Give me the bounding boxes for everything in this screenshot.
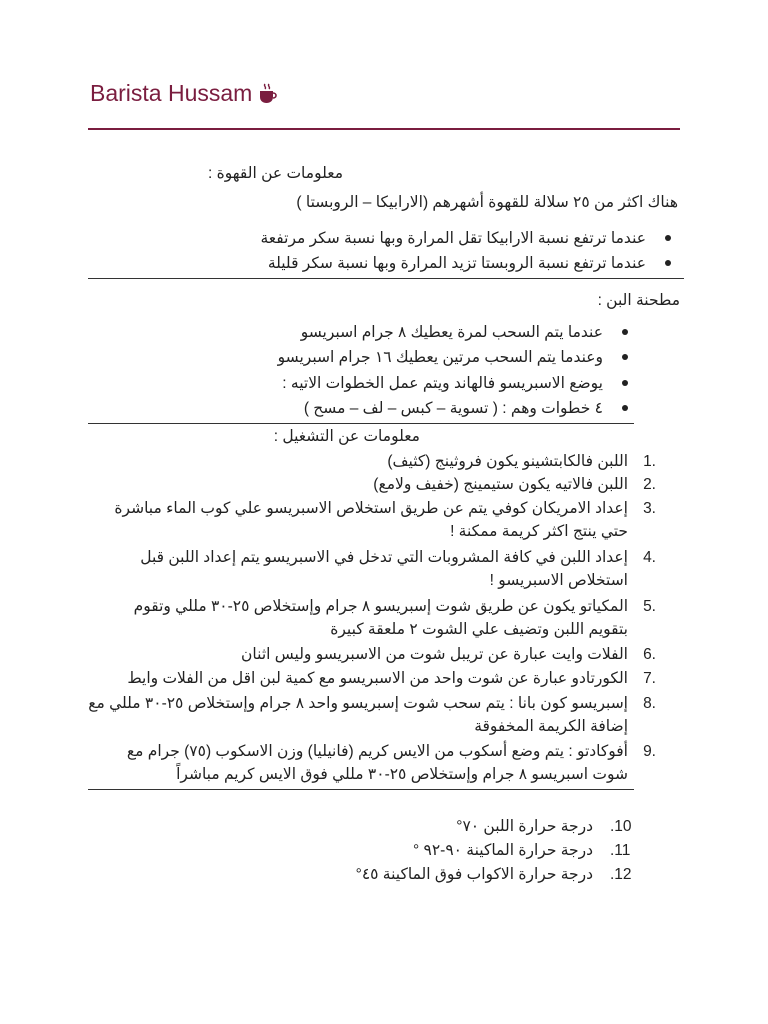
item-number: 2.	[643, 476, 656, 493]
item-text: اللبن فالكابتشينو يكون فروثينج (كثيف)	[387, 453, 628, 470]
list-item	[456, 816, 593, 838]
bullet-icon	[622, 380, 628, 386]
item-number: 3.	[643, 500, 656, 517]
list-item	[127, 668, 656, 690]
bullet-text: عندما ترتفع نسبة الروبستا تزيد المرارة وبها نسبة سكر قليلة	[267, 255, 646, 272]
list-item	[278, 347, 603, 369]
bullet-text: يوضع الاسبريسو فالهاند ويتم عمل الخطوات الاتيه :	[282, 375, 603, 392]
item-text: الفلات وايت عبارة عن تريبل شوت من الاسبريسو وليس اثنان	[241, 646, 628, 663]
list-item	[88, 692, 656, 738]
item-number: .10	[610, 818, 632, 835]
coffee-cup-icon	[258, 83, 278, 105]
item-text: درجة حرارة الماكينة ٩٠-٩٢ °	[412, 842, 593, 859]
section3-heading: معلومات عن التشغيل :	[273, 428, 420, 445]
section-divider	[88, 789, 634, 790]
list-item	[106, 595, 656, 641]
section2-heading: مطحنة البن :	[597, 292, 680, 309]
list-item	[88, 546, 656, 592]
item-number: 1.	[643, 453, 656, 470]
bullet-icon	[622, 329, 628, 335]
list-item	[413, 840, 593, 862]
item-text: إسبريسو كون بانا : يتم سحب شوت إسبريسو واحد ٨ جرام وإستخلاص ٢٥-٣٠ مللي مع إضافة الكريمة المخفوقة	[88, 695, 628, 735]
section1-heading: معلومات عن القهوة :	[208, 165, 343, 182]
list-item	[268, 253, 646, 275]
list-item	[356, 864, 593, 886]
bullet-text: ٤ خطوات وهم : ( تسوية – كبس – لف – مسح )	[303, 400, 603, 417]
list-item	[373, 474, 656, 496]
item-number: 5.	[643, 598, 656, 615]
list-item	[261, 228, 647, 250]
item-text: الكورتادو عبارة عن شوت واحد من الاسبريسو مع كمية لبن اقل من الفلات وايط	[127, 670, 628, 687]
bullet-text: عندما يتم السحب لمرة يعطيك ٨ جرام اسبريسو	[300, 324, 603, 341]
bullet-icon	[622, 405, 628, 411]
item-text: درجة حرارة اللبن ٧٠°	[456, 818, 593, 835]
section1-intro: هناك اكثر من ٢٥ سلالة للقهوة أشهرهم (الارابيكا – الروبستا )	[296, 194, 678, 211]
section-divider	[88, 423, 634, 424]
list-item	[387, 451, 656, 473]
item-number: 6.	[643, 646, 656, 663]
bullet-icon	[622, 354, 628, 360]
bullet-icon	[665, 260, 671, 266]
item-number: 9.	[643, 743, 656, 760]
section-divider	[88, 278, 684, 279]
brand-header	[90, 80, 278, 107]
item-number: .12	[610, 866, 632, 883]
header-divider	[88, 128, 680, 130]
item-number: 4.	[643, 549, 656, 566]
item-number: 8.	[643, 695, 656, 712]
list-item	[301, 322, 603, 344]
item-text: المكياتو يكون عن طريق شوت إسبريسو ٨ جرام وإستخلاص ٢٥-٣٠ مللي وتقوم بتقويم اللبن وتضيف علي الشوت ٢ ملعقة كبيرة	[133, 598, 628, 638]
list-item	[304, 398, 603, 420]
bullet-text: عندما ترتفع نسبة الارابيكا تقل المرارة وبها نسبة سكر مرتفعة	[260, 230, 646, 247]
item-text: أفوكادتو : يتم وضع أسكوب من الايس كريم (فانيليا) وزن الاسكوب (٧٥) جرام مع شوت اسبريسو ٨ جرام وإستخلاص ٢٥-٣٠ مللي فوق الايس كريم مباشراً	[126, 743, 628, 783]
item-number: .11	[610, 842, 631, 859]
bullet-text: وعندما يتم السحب مرتين يعطيك ١٦ جرام اسبريسو	[277, 349, 603, 366]
list-item	[106, 497, 656, 543]
item-number: 7.	[643, 670, 656, 687]
item-text: إعداد اللبن في كافة المشروبات التي تدخل في الاسبريسو يتم إعداد اللبن قبل استخلاص الاسبريسو !	[140, 549, 628, 589]
item-text: اللبن فالاتيه يكون ستيمينج (خفيف ولامع)	[373, 476, 628, 493]
bullet-icon	[665, 235, 671, 241]
list-item	[108, 740, 656, 786]
item-text: درجة حرارة الاكواب فوق الماكينة ٤٥°	[355, 866, 593, 883]
list-item	[282, 373, 603, 395]
item-text: إعداد الامريكان كوفي يتم عن طريق استخلاص الاسبريسو علي كوب الماء مباشرة حتي ينتج اكثر كريمة ممكنة !	[114, 500, 628, 540]
list-item	[241, 644, 656, 666]
brand-name: Barista Hussam	[90, 80, 253, 106]
